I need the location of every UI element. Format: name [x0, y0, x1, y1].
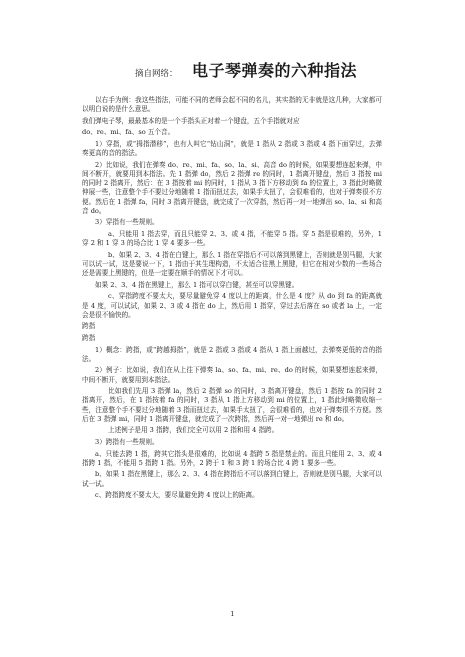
document-header: [0, 58, 465, 84]
document-body: [82, 96, 382, 503]
crossover-rules-heading: 3）跨指有一些规则。: [95, 437, 159, 446]
source-label: 摘自网络：: [135, 69, 178, 79]
thumb-under-rule-c: c、穿指跨度不要太大，要尽量避免穿 4 度以上的距离，什么是 4 度？从 do 到 fa 的距离就是 4 度，可以试试，如果 2、3 或 4 指在 do 上，然后用 1 指穿，穿过去后落在 so 或者 la 上，一定会是很不愉快的。: [82, 292, 382, 319]
thumb-under-example: 2）比如说，我们在弹奏 do、re、mi、fa、so、la、si、高音 do 的时候，如果要想连起来弹，中间不断开，就要用到本指法。先 1 指弹 do，然后 2 指弹 re 的同时，1 指离开键盘，然后 3 指按 mi 的同时 2 指离开，然后：在 3 指按着 mi 的同时，1 指从 3 指下方移动到 fa 的位置上，3 指此时略微伸展一些，注意整个手不要过分地随着 1 指而扭过去，如果手太扭了，会很难看的，也对于弹奏很不方便。然后在 1 指弹 fa，同时 3 指离开键盘，就完成了一次穿指，然后再一对一地弹出 so、la、si 和高音 do。: [82, 160, 382, 215]
crossover-rule-b: b、如果 1 指在黑键上，那么 2、3、4 指在跨指后不可以落到白键上，否则就是别马腿，大家可以试一试。: [82, 470, 382, 488]
thumb-under-rule-b: b、如果 2、3、4 指在白键上，那么 1 指在穿指后不可以落到黑键上，否则就是别马腿，大家可以试一试，这是要说一下，1 指由于其生理构造，不太适合往黑上黑键，但它在相对少数的一些场合还是需要上黑键的，但是一定要在顺手的情况下才可以。: [82, 250, 382, 278]
basics-notes-line: do、re、mi、fa、so 五个音。: [82, 128, 175, 137]
crossover-example-summary: 上述例子是用 3 指跨，我们完全可以用 2 指和用 4 指跨。: [108, 426, 279, 435]
crossover-definition: 1）概念：跨指，或“跨越拇指”，就是 2 指或 3 指或 4 指从 1 指上面越过，去弹奏更低的音的指法。: [82, 345, 382, 363]
crossover-rule-a: a、只能去跨 1 指，跨其它指头是很难的，比如说 4 指跨 5 指是禁止的。而且只能用 2、3、或 4 指跨 1 指，不能用 5 指跨 1 指。另外，2 跨于 1 和 3 跨 1 的场合比 4 跨 1 要多一些。: [82, 449, 382, 467]
crossover-example-intro: 2）例子：比如说，我们在从上往下弹奏 la、so、fa、mi、re、do 的时候，如果要想连起来弹，中间不断开，就要用到本指法。: [82, 366, 382, 384]
thumb-under-definition: 1）穿指，或“拇指潜移”，也有人叫它“钻山洞”，就是 1 指从 2 指或 3 指或 4 指下面穿过，去弹奏更高的音的指法。: [82, 139, 382, 158]
section-heading-crossover-repeat: 跨指: [82, 333, 96, 342]
section-heading-crossover: 跨指: [82, 322, 96, 331]
page-number: 1: [230, 610, 235, 618]
crossover-example-detail: 比如我们先用 3 指弹 la，然后 2 指弹 so 的同时，3 指离开键盘，然后 1 指按 fa 的同时 2 指离开，然后，在 1 指按着 fa 的同时，3 指从 1 指上方移动到 mi 的位置上，1 指此时略微收缩一些，注意整个手不要过分地随着 3 指而扭过去，如果手太扭了，会很难看的，也对于弹奏很不方便。然后在 3 指弹 mi，同时 1 指离开键盘，就完成了一次跨指，然后再一对一地弹出 re 和 do。: [82, 387, 382, 423]
thumb-under-rules-heading: 3）穿指有一些规则。: [95, 218, 159, 227]
thumb-under-rule-b-note: 如果 2、3、4 指在黑键上，那么 1 指可以穿白键，甚至可以穿黑键。: [95, 280, 299, 289]
thumb-under-rule-a: a、只能用 1 指去穿，而且只能穿 2、3、或 4 指，不能穿 5 指。穿 5 指是很难的，另外，1 穿 2 和 1 穿 3 的场合比 1 穿 4 要多一些。: [82, 229, 382, 248]
document-title: 电子琴弹奏的六种指法: [192, 61, 358, 80]
intro-paragraph: 以右手为例：我这些指法，可能不同的老师会起不同的名儿，其实指的无非就是这几种，大家都可以明白说的是什么意思。: [82, 96, 382, 114]
basics-paragraph: 我们弹电子琴，最最基本的是一个手指头正对着一个键盘，五个手指就对应: [82, 116, 300, 125]
crossover-rule-c: c、跨指跨度不要太大，要尽量避免跨 4 度以上的距离。: [95, 491, 259, 500]
